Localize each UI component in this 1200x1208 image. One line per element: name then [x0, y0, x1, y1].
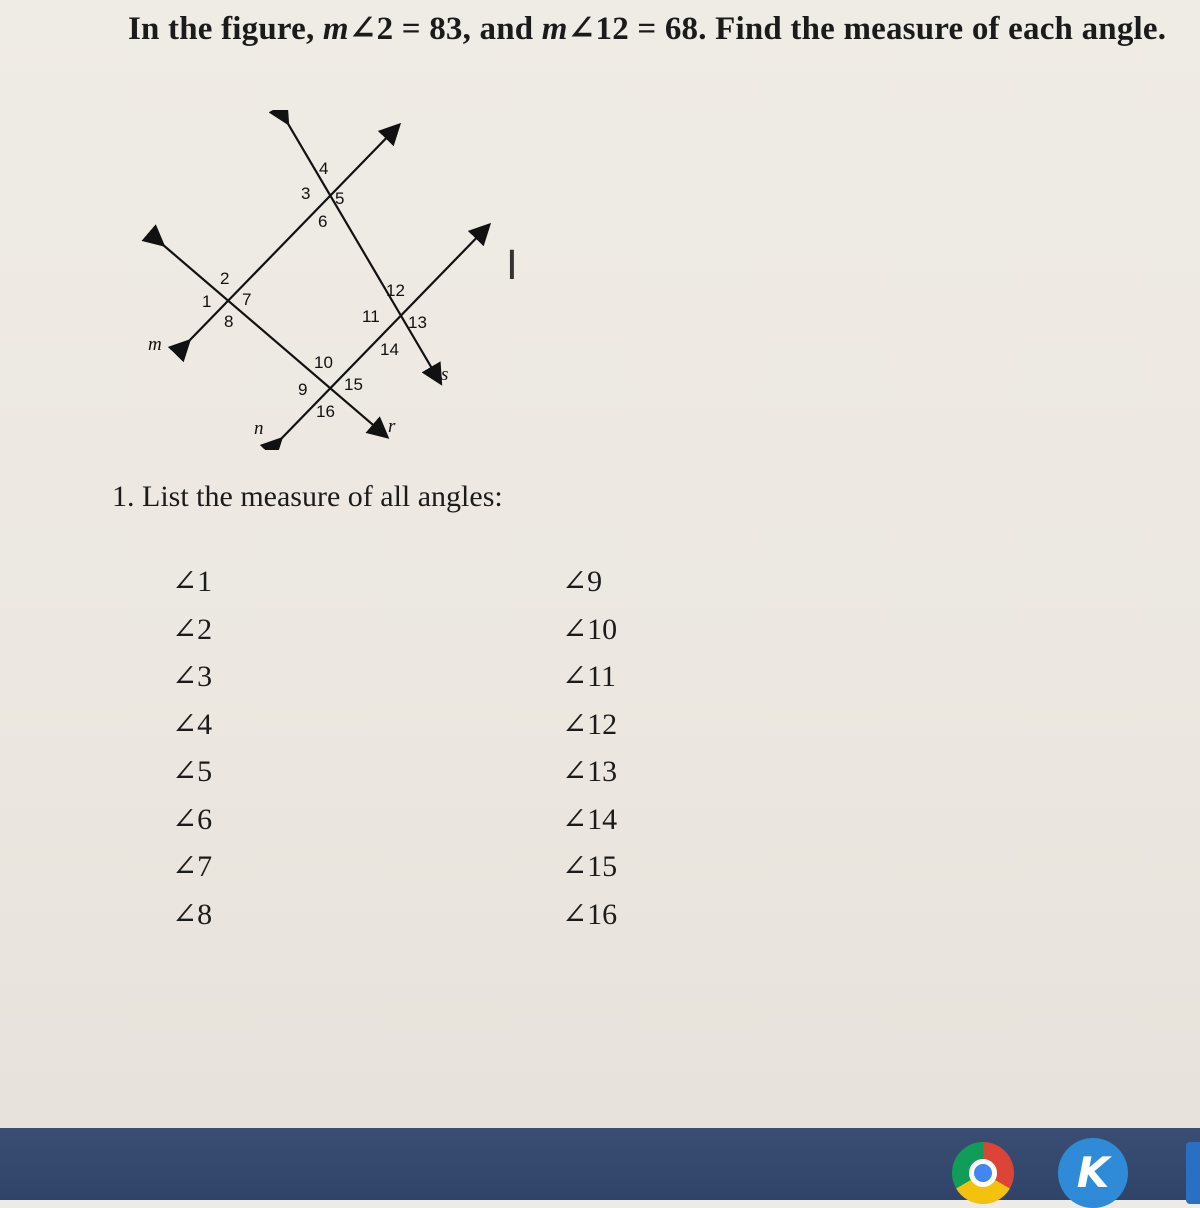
k-icon[interactable]: K [1058, 1138, 1128, 1208]
angle-label-6: 6 [318, 212, 328, 231]
angle-label-8: 8 [224, 312, 234, 331]
taskbar [0, 1128, 1200, 1200]
angle-label-4: 4 [319, 159, 329, 178]
angle-label-15: 15 [344, 375, 363, 394]
chrome-icon[interactable] [952, 1142, 1014, 1204]
line-r [162, 244, 386, 436]
angle-14: ∠14 [562, 802, 618, 836]
angle-list-left [172, 562, 212, 942]
angle-label-5: 5 [335, 189, 345, 208]
angle-label-7: 7 [242, 290, 252, 309]
title-prefix: In the figure, [128, 11, 323, 47]
angle-label-1: 1 [202, 292, 212, 311]
line-label-n: n [254, 418, 264, 439]
angle-label-10: 10 [314, 353, 333, 372]
angle-9: ∠9 [562, 565, 603, 598]
transversal-figure [140, 110, 540, 450]
angle-11: ∠11 [562, 660, 617, 693]
angle-list-right [562, 562, 617, 942]
angle-label-9: 9 [298, 380, 308, 399]
angle-6: ∠6 [172, 802, 213, 836]
angle-label-2: 2 [220, 269, 230, 288]
title-m-1: m [322, 11, 349, 47]
title-angle-12: ∠12 = 68. Find the measure of each angle. [567, 11, 1167, 47]
angle-label-14: 14 [380, 340, 399, 359]
angle-10: ∠10 [562, 612, 618, 646]
line-label-s: s [441, 364, 449, 385]
angle-label-16: 16 [316, 402, 335, 421]
angle-4: ∠4 [172, 707, 213, 741]
angle-5: ∠5 [172, 755, 213, 788]
angle-label-12: 12 [386, 281, 405, 300]
angle-2: ∠2 [172, 612, 213, 646]
title-angle-2: ∠2 = 83, and [348, 11, 542, 47]
angle-label-11: 11 [362, 307, 380, 326]
text-cursor-icon: I [506, 243, 518, 289]
line-label-m: m [148, 334, 162, 355]
angle-label-3: 3 [301, 184, 311, 203]
angle-15: ∠15 [562, 850, 618, 883]
line-n [280, 226, 488, 440]
angle-3: ∠3 [172, 660, 213, 693]
question-text: 1. List the measure of all angles: [112, 480, 503, 513]
line-label-r: r [388, 416, 396, 437]
angle-label-13: 13 [408, 313, 427, 332]
app-icon[interactable] [1186, 1142, 1200, 1204]
angle-1: ∠1 [172, 565, 213, 598]
angle-16: ∠16 [562, 897, 618, 931]
title-m-2: m [541, 11, 568, 47]
angle-8: ∠8 [172, 897, 213, 931]
problem-title [128, 8, 1166, 48]
angle-13: ∠13 [562, 755, 618, 788]
angle-7: ∠7 [172, 850, 213, 883]
angle-12: ∠12 [562, 707, 618, 741]
